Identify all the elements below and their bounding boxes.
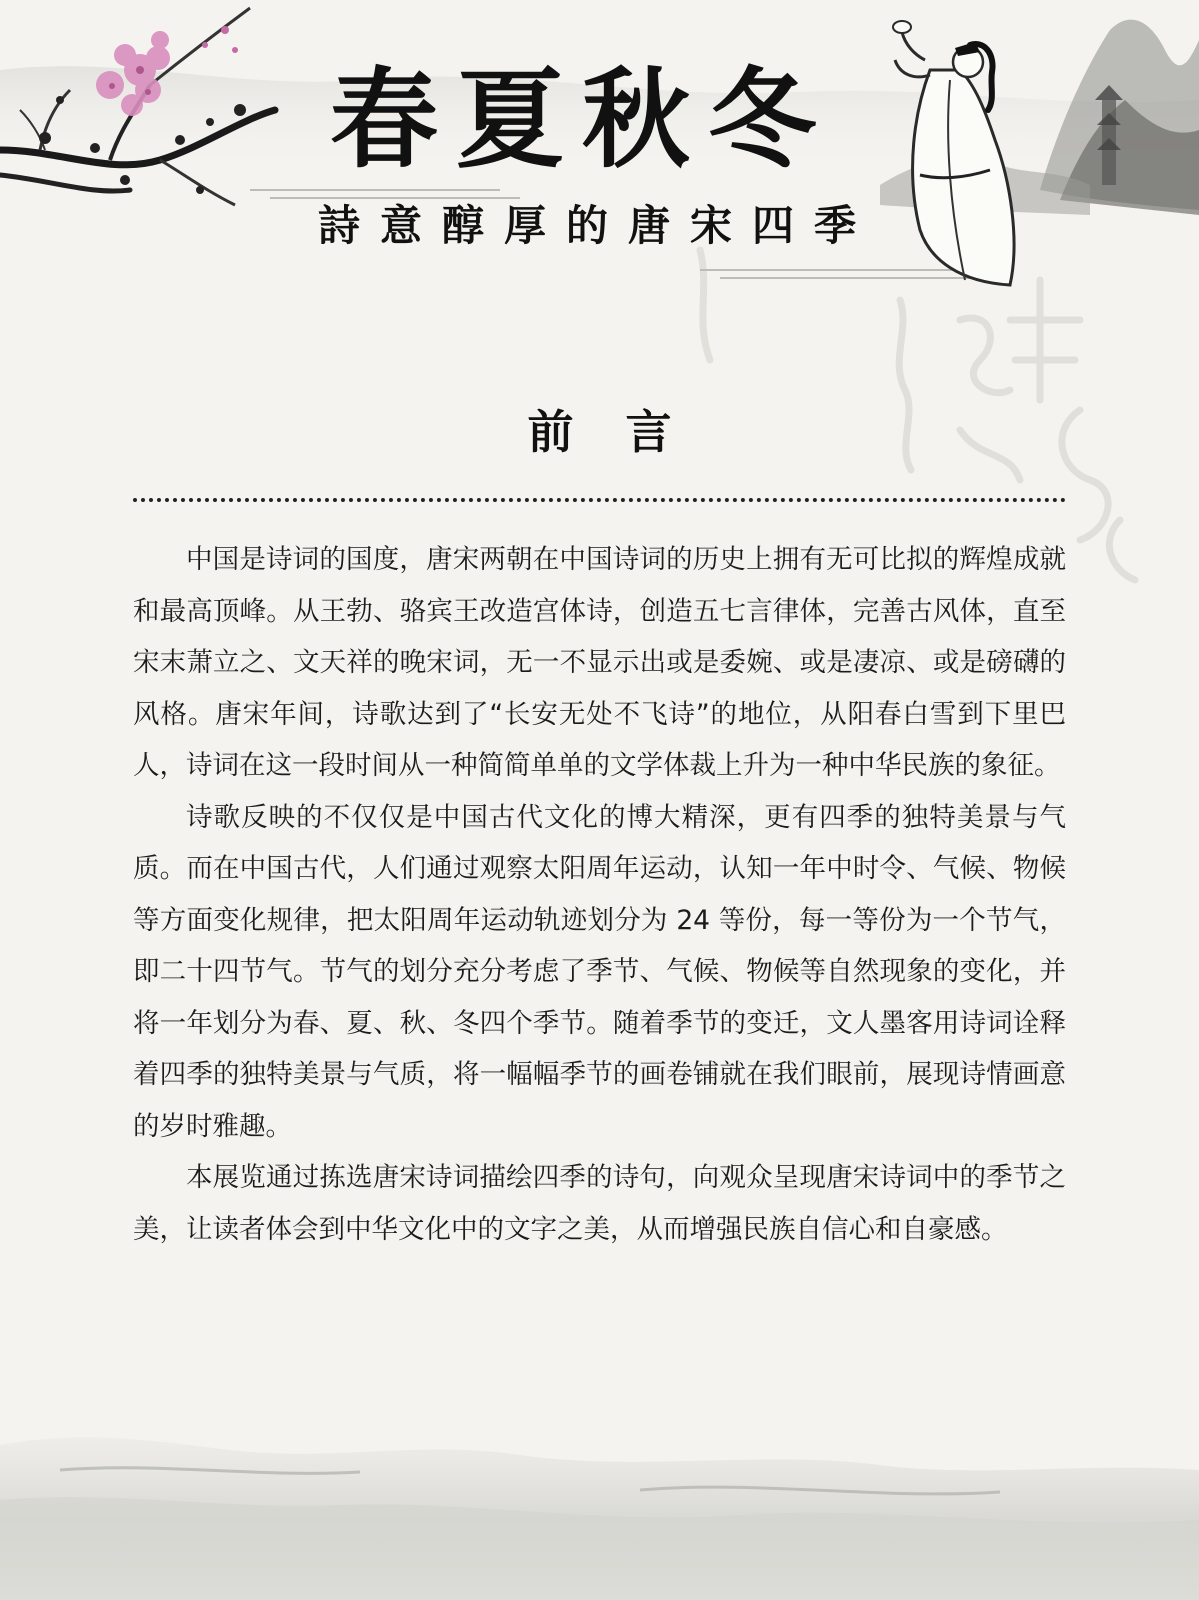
preface-paragraph: 中国是诗词的国度，唐宋两朝在中国诗词的历史上拥有无可比拟的辉煌成就和最高顶峰。从王勃、骆宾王改造宫体诗，创造五七言律体，完善古风体，直至宋末萧立之、文天祥的晚宋词，无一不显示出或是委婉、或是凄凉、或是磅礴的风格。唐宋年间，诗歌达到了“长安无处不飞诗”的地位，从阳春白雪到下里巴人，诗词在这一段时间从一种简简单单的文学体裁上升为一种中华民族的象征。 xyxy=(133,544,1066,781)
preface-paragraph: 诗歌反映的不仅仅是中国古代文化的博大精深，更有四季的独特美景与气质。而在中国古代，人们通过观察太阳周年运动，认知一年中时令、气候、物候等方面变化规律，把太阳周年运动轨迹划分为 24 等份，每一等份为一个节气，即二十四节气。节气的划分充分考虑了季节、气候、物候等自然现象的变化，并将一年划分为春、夏、秋、冬四个季节。随着季节的变迁，文人墨客用诗词诠释着四季的独特美景与气质，将一幅幅季节的画卷铺就在我们眼前，展现诗情画意的岁时雅趣。 xyxy=(133,801,1066,1142)
subtitle: 詩意醇厚的唐宋四季 xyxy=(318,201,877,250)
main-title: 春夏秋冬 xyxy=(330,57,835,183)
preface-body xyxy=(133,534,1066,1255)
preface-paragraph: 本展览通过拣选唐宋诗词描绘四季的诗句，向观众呈现唐宋诗词中的季节之美，让读者体会到中华文化中的文字之美，从而增强民族自信心和自豪感。 xyxy=(133,1162,1066,1245)
section-title: 前言 xyxy=(527,405,724,459)
dotted-divider xyxy=(133,498,1066,502)
ink-wash-ground-icon xyxy=(0,1437,1199,1600)
